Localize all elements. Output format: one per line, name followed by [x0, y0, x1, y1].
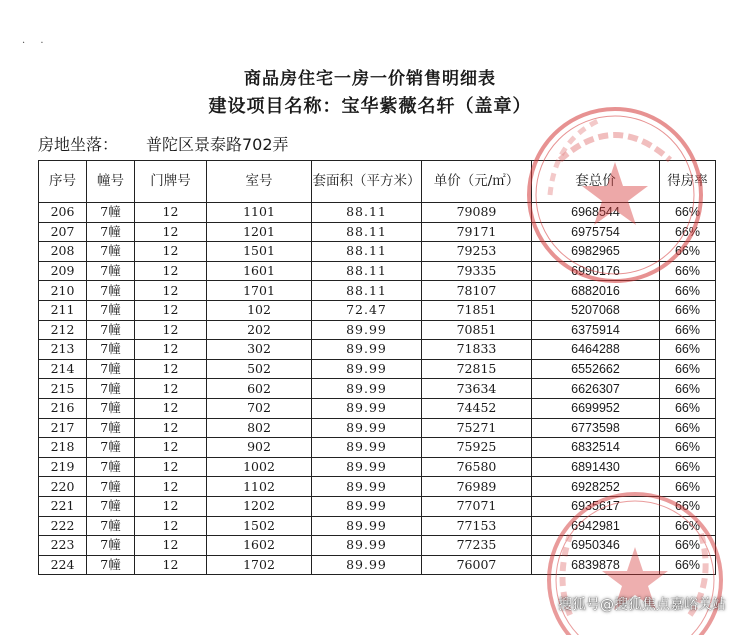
table-cell-door: 12	[135, 340, 207, 360]
table-cell-room: 902	[207, 438, 312, 458]
table-cell-rate: 66%	[660, 477, 716, 497]
table-cell-total: 6935617	[532, 496, 660, 516]
table-cell-total: 6891430	[532, 457, 660, 477]
table-cell-rate: 66%	[660, 300, 716, 320]
table-cell-total: 6968544	[532, 203, 660, 223]
column-header: 得房率	[660, 161, 716, 203]
table-cell-total: 6882016	[532, 281, 660, 301]
table-cell-room: 1102	[207, 477, 312, 497]
table-cell-price: 75925	[422, 438, 532, 458]
table-cell-seq: 219	[39, 457, 87, 477]
table-row	[39, 359, 716, 379]
table-cell-price: 76580	[422, 457, 532, 477]
address-value: 普陀区景泰路702弄	[146, 135, 289, 154]
table-cell-price: 79253	[422, 242, 532, 262]
table-cell-door: 12	[135, 438, 207, 458]
sales-detail-table	[38, 160, 716, 575]
document-title: 商品房住宅一房一价销售明细表	[244, 69, 496, 89]
table-cell-seq: 213	[39, 340, 87, 360]
table-cell-area: 89.99	[312, 398, 422, 418]
table-cell-door: 12	[135, 496, 207, 516]
table-cell-area: 88.11	[312, 203, 422, 223]
table-cell-bldg: 7幢	[87, 281, 135, 301]
table-cell-price: 72815	[422, 359, 532, 379]
table-cell-area: 89.99	[312, 340, 422, 360]
table-cell-seq: 208	[39, 242, 87, 262]
table-row	[39, 300, 716, 320]
table-cell-price: 73634	[422, 379, 532, 399]
table-cell-seq: 224	[39, 555, 87, 575]
table-row	[39, 555, 716, 575]
table-cell-price: 77071	[422, 496, 532, 516]
table-cell-bldg: 7幢	[87, 300, 135, 320]
table-cell-seq: 220	[39, 477, 87, 497]
table-cell-total: 6626307	[532, 379, 660, 399]
table-cell-area: 89.99	[312, 477, 422, 497]
table-cell-door: 12	[135, 418, 207, 438]
table-cell-area: 88.11	[312, 281, 422, 301]
table-cell-room: 602	[207, 379, 312, 399]
table-cell-price: 76007	[422, 555, 532, 575]
table-cell-bldg: 7幢	[87, 516, 135, 536]
table-row	[39, 379, 716, 399]
watermark: 搜狐号@搜狐焦点嘉峪关站	[558, 597, 726, 613]
table-cell-area: 88.11	[312, 222, 422, 242]
table-cell-rate: 66%	[660, 418, 716, 438]
table-row	[39, 477, 716, 497]
table-cell-price: 76989	[422, 477, 532, 497]
table-cell-bldg: 7幢	[87, 340, 135, 360]
table-cell-seq: 207	[39, 222, 87, 242]
table-cell-total: 6975754	[532, 222, 660, 242]
table-cell-rate: 66%	[660, 203, 716, 223]
table-cell-seq: 210	[39, 281, 87, 301]
table-cell-room: 1201	[207, 222, 312, 242]
table-cell-total: 6552662	[532, 359, 660, 379]
table-body	[39, 203, 716, 575]
table-cell-room: 1002	[207, 457, 312, 477]
table-cell-rate: 66%	[660, 536, 716, 556]
table-cell-rate: 66%	[660, 379, 716, 399]
property-address	[38, 132, 289, 155]
table-cell-area: 88.11	[312, 242, 422, 262]
table-cell-rate: 66%	[660, 222, 716, 242]
table-cell-total: 6928252	[532, 477, 660, 497]
table-cell-area: 89.99	[312, 516, 422, 536]
table-cell-bldg: 7幢	[87, 379, 135, 399]
table-cell-bldg: 7幢	[87, 359, 135, 379]
table-cell-seq: 218	[39, 438, 87, 458]
table-cell-door: 12	[135, 477, 207, 497]
table-row	[39, 242, 716, 262]
table-cell-seq: 216	[39, 398, 87, 418]
table-cell-rate: 66%	[660, 555, 716, 575]
table-cell-bldg: 7幢	[87, 398, 135, 418]
table-cell-door: 12	[135, 300, 207, 320]
table-cell-total: 6942981	[532, 516, 660, 536]
table-row	[39, 438, 716, 458]
table-cell-bldg: 7幢	[87, 477, 135, 497]
table-row	[39, 496, 716, 516]
table-cell-total: 5207068	[532, 300, 660, 320]
table-cell-room: 802	[207, 418, 312, 438]
table-cell-bldg: 7幢	[87, 222, 135, 242]
table-row	[39, 536, 716, 556]
table-cell-area: 89.99	[312, 359, 422, 379]
table-cell-room: 1502	[207, 516, 312, 536]
table-cell-bldg: 7幢	[87, 496, 135, 516]
table-cell-seq: 212	[39, 320, 87, 340]
table-cell-rate: 66%	[660, 320, 716, 340]
table-cell-bldg: 7幢	[87, 536, 135, 556]
address-label: 房地坐落：	[38, 135, 119, 154]
table-cell-rate: 66%	[660, 340, 716, 360]
column-header: 单价（元/㎡）	[422, 161, 532, 203]
table-cell-total: 6950346	[532, 536, 660, 556]
table-cell-price: 70851	[422, 320, 532, 340]
table-row	[39, 281, 716, 301]
table-cell-area: 89.99	[312, 418, 422, 438]
table-cell-door: 12	[135, 398, 207, 418]
table-cell-area: 89.99	[312, 320, 422, 340]
table-cell-price: 74452	[422, 398, 532, 418]
table-cell-total: 6464288	[532, 340, 660, 360]
table-cell-area: 89.99	[312, 555, 422, 575]
table-cell-door: 12	[135, 320, 207, 340]
table-cell-total: 6832514	[532, 438, 660, 458]
table-cell-price: 79089	[422, 203, 532, 223]
table-cell-price: 79335	[422, 261, 532, 281]
table-cell-rate: 66%	[660, 496, 716, 516]
table-cell-room: 102	[207, 300, 312, 320]
table-cell-door: 12	[135, 516, 207, 536]
table-cell-total: 6982965	[532, 242, 660, 262]
table-cell-rate: 66%	[660, 359, 716, 379]
table-cell-bldg: 7幢	[87, 457, 135, 477]
table-cell-price: 77235	[422, 536, 532, 556]
table-cell-total: 6773598	[532, 418, 660, 438]
table-cell-seq: 222	[39, 516, 87, 536]
scan-dots: · ·	[22, 38, 50, 49]
table-cell-door: 12	[135, 359, 207, 379]
table-cell-seq: 217	[39, 418, 87, 438]
table-cell-room: 1202	[207, 496, 312, 516]
column-header: 门牌号	[135, 161, 207, 203]
project-name: 建设项目名称：宝华紫薇名轩（盖章）	[208, 96, 532, 117]
table-row	[39, 418, 716, 438]
table-cell-seq: 215	[39, 379, 87, 399]
table-cell-seq: 211	[39, 300, 87, 320]
table-cell-bldg: 7幢	[87, 242, 135, 262]
table-cell-room: 502	[207, 359, 312, 379]
table-cell-room: 1501	[207, 242, 312, 262]
table-header-row	[39, 161, 716, 203]
table-cell-room: 702	[207, 398, 312, 418]
table-cell-price: 77153	[422, 516, 532, 536]
table-cell-rate: 66%	[660, 242, 716, 262]
table-cell-room: 1602	[207, 536, 312, 556]
table-cell-rate: 66%	[660, 261, 716, 281]
table-cell-door: 12	[135, 379, 207, 399]
table-cell-price: 71833	[422, 340, 532, 360]
column-header: 室号	[207, 161, 312, 203]
table-cell-price: 75271	[422, 418, 532, 438]
table-cell-rate: 66%	[660, 398, 716, 418]
table-cell-bldg: 7幢	[87, 320, 135, 340]
table-row	[39, 222, 716, 242]
table-cell-rate: 66%	[660, 438, 716, 458]
table-cell-door: 12	[135, 222, 207, 242]
table-cell-total: 6990176	[532, 261, 660, 281]
column-header: 幢号	[87, 161, 135, 203]
table-cell-room: 302	[207, 340, 312, 360]
table-cell-price: 79171	[422, 222, 532, 242]
table-cell-bldg: 7幢	[87, 555, 135, 575]
table-cell-door: 12	[135, 281, 207, 301]
table-cell-price: 71851	[422, 300, 532, 320]
table-cell-door: 12	[135, 242, 207, 262]
table-cell-area: 72.47	[312, 300, 422, 320]
table-cell-room: 202	[207, 320, 312, 340]
table-cell-door: 12	[135, 203, 207, 223]
table-cell-rate: 66%	[660, 516, 716, 536]
table-cell-bldg: 7幢	[87, 203, 135, 223]
table-row	[39, 398, 716, 418]
table-cell-door: 12	[135, 555, 207, 575]
table-cell-door: 12	[135, 536, 207, 556]
table-cell-total: 6699952	[532, 398, 660, 418]
column-header: 套总价	[532, 161, 660, 203]
table-cell-rate: 66%	[660, 457, 716, 477]
table-cell-seq: 214	[39, 359, 87, 379]
column-header: 序号	[39, 161, 87, 203]
table-cell-seq: 209	[39, 261, 87, 281]
table-cell-room: 1601	[207, 261, 312, 281]
table-row	[39, 203, 716, 223]
table-cell-area: 89.99	[312, 438, 422, 458]
table-cell-door: 12	[135, 457, 207, 477]
table-row	[39, 516, 716, 536]
table-cell-room: 1702	[207, 555, 312, 575]
table-cell-room: 1101	[207, 203, 312, 223]
table-cell-seq: 223	[39, 536, 87, 556]
table-cell-area: 89.99	[312, 496, 422, 516]
table-cell-seq: 221	[39, 496, 87, 516]
table-row	[39, 340, 716, 360]
table-cell-area: 89.99	[312, 457, 422, 477]
table-cell-area: 89.99	[312, 379, 422, 399]
table-cell-total: 6839878	[532, 555, 660, 575]
table-row	[39, 320, 716, 340]
table-cell-bldg: 7幢	[87, 418, 135, 438]
table-cell-door: 12	[135, 261, 207, 281]
table-cell-seq: 206	[39, 203, 87, 223]
table-cell-price: 78107	[422, 281, 532, 301]
table-cell-area: 89.99	[312, 536, 422, 556]
table-cell-bldg: 7幢	[87, 438, 135, 458]
table-row	[39, 457, 716, 477]
table-cell-room: 1701	[207, 281, 312, 301]
table-cell-bldg: 7幢	[87, 261, 135, 281]
table-cell-rate: 66%	[660, 281, 716, 301]
table-cell-total: 6375914	[532, 320, 660, 340]
table-row	[39, 261, 716, 281]
column-header: 套面积（平方米）	[312, 161, 422, 203]
table-cell-area: 88.11	[312, 261, 422, 281]
